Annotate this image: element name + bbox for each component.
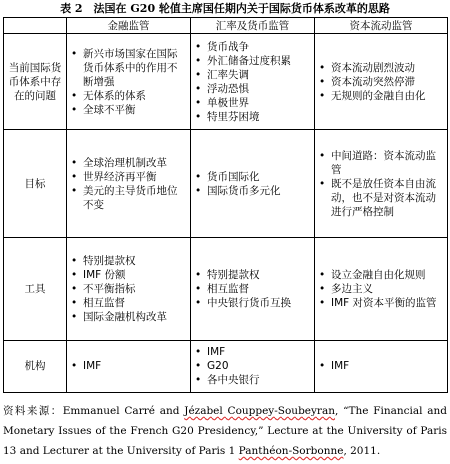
list-item-text: 相互监督 <box>83 296 125 309</box>
cell-capital-flow <box>315 238 448 341</box>
list-item-text: 外汇储备过度积累 <box>207 54 291 67</box>
bullet-icon: • <box>195 54 202 67</box>
row-label: 工具 <box>4 238 67 341</box>
cell-financial <box>67 238 191 341</box>
bullet-icon: • <box>71 296 78 309</box>
bullet-icon: • <box>195 374 202 387</box>
list-item-text: 特别提款权 <box>83 254 136 267</box>
cell-capital-flow <box>315 340 448 392</box>
row-label: 机构 <box>4 340 67 392</box>
list-item <box>318 268 444 282</box>
bullet-icon: • <box>71 47 78 60</box>
bullet-list <box>318 61 444 103</box>
bullet-icon: • <box>71 254 78 267</box>
list-item <box>318 61 444 75</box>
list-item <box>194 296 311 310</box>
list-item-text: 设立金融自由化规则 <box>331 268 426 281</box>
list-item <box>70 268 187 282</box>
bullet-icon: • <box>319 296 326 309</box>
list-item-text: 既不是放任资本自由流动，也不是对资本流动进行严格控制 <box>331 177 436 218</box>
list-item <box>318 75 444 89</box>
list-item-text: 多边主义 <box>331 282 373 295</box>
bullet-list <box>194 40 311 124</box>
list-item <box>70 47 187 89</box>
source-prefix: 资料来源： <box>3 405 63 417</box>
bullet-icon: • <box>71 156 78 169</box>
list-item-text: 中间道路：资本流动监管 <box>331 149 436 176</box>
list-item-text: 无体系的体系 <box>83 89 146 102</box>
list-item <box>194 345 311 359</box>
list-item-text: 浮动恐惧 <box>207 82 249 95</box>
list-item <box>318 359 444 373</box>
list-item <box>194 282 311 296</box>
bullet-icon: • <box>319 75 326 88</box>
list-item <box>318 149 444 177</box>
list-item-text: 资本流动突然停滞 <box>331 75 415 88</box>
list-item <box>194 373 311 387</box>
table-title: 表 2 法国在 G20 轮值主席国任期内关于国际货币体系改革的思路 <box>60 2 390 15</box>
bullet-icon: • <box>71 310 78 323</box>
list-item <box>194 359 311 373</box>
bullet-icon: • <box>71 360 78 373</box>
list-item-text: 货币国际化 <box>207 170 260 183</box>
list-item <box>70 282 187 296</box>
bullet-icon: • <box>195 170 202 183</box>
list-item <box>70 184 187 212</box>
bullet-icon: • <box>195 68 202 81</box>
table-header-row <box>4 18 448 34</box>
list-item <box>194 268 311 282</box>
list-item-text: IMF 份额 <box>83 268 126 281</box>
source-author-1: Emmanuel Carré and <box>62 405 180 417</box>
list-item <box>194 184 311 198</box>
bullet-icon: • <box>195 346 202 359</box>
list-item-text: 国际金融机构改革 <box>83 310 167 323</box>
header-financial-regulation: 金融监管 <box>67 18 191 34</box>
list-item-text: 全球不平衡 <box>83 103 136 116</box>
bullet-icon: • <box>319 177 326 190</box>
source-title: , “The Financial and Monetary Issues of the French G20 Presidency,” Lecture at the University of Paris 13 and Lecturer at the University of Paris 1 <box>3 405 448 457</box>
cell-capital-flow <box>315 34 448 130</box>
source-note <box>3 401 447 461</box>
list-item-text: 世界经济再平衡 <box>83 170 157 183</box>
list-item-text: 各中央银行 <box>207 374 260 387</box>
cell-exchange-rate <box>191 130 315 238</box>
bullet-icon: • <box>319 360 326 373</box>
list-item-text: 美元的主导货币地位不变 <box>83 184 178 211</box>
list-item <box>70 103 187 117</box>
bullet-list <box>70 359 187 373</box>
header-capital-flow-regulation: 资本流动监管 <box>315 18 448 34</box>
list-item <box>318 89 444 103</box>
bullet-icon: • <box>71 268 78 281</box>
cell-exchange-rate <box>191 340 315 392</box>
bullet-list <box>70 47 187 117</box>
list-item-text: 相互监督 <box>207 282 249 295</box>
bullet-icon: • <box>195 184 202 197</box>
list-item <box>194 170 311 184</box>
bullet-icon: • <box>195 282 202 295</box>
list-item <box>194 68 311 82</box>
bullet-icon: • <box>71 170 78 183</box>
bullet-icon: • <box>195 360 202 373</box>
list-item <box>194 82 311 96</box>
list-item <box>70 310 187 324</box>
table-row <box>4 340 448 392</box>
list-item-text: 资本流动剧烈波动 <box>331 61 415 74</box>
bullet-list <box>194 345 311 387</box>
table-row <box>4 238 448 341</box>
list-item-text: 特里芬困境 <box>207 110 260 123</box>
list-item-text: 中央银行货币互换 <box>207 296 291 309</box>
bullet-icon: • <box>195 40 202 53</box>
list-item <box>70 170 187 184</box>
list-item <box>194 40 311 54</box>
source-year: , 2011. <box>343 445 381 457</box>
table-row <box>4 130 448 238</box>
cell-exchange-rate <box>191 238 315 341</box>
list-item-text: G20 <box>207 360 229 373</box>
list-item <box>318 296 444 310</box>
list-item <box>318 177 444 219</box>
list-item-text: IMF <box>207 346 226 359</box>
header-exchange-rate-regulation: 汇率及货币监管 <box>191 18 315 34</box>
cell-financial <box>67 130 191 238</box>
list-item <box>70 89 187 103</box>
bullet-list <box>318 268 444 310</box>
cell-exchange-rate <box>191 34 315 130</box>
source-place: Panthéon-Sorbonne <box>238 445 344 457</box>
list-item-text: 不平衡指标 <box>83 282 136 295</box>
table-row <box>4 34 448 130</box>
bullet-list <box>194 170 311 198</box>
cell-capital-flow <box>315 130 448 238</box>
cell-financial <box>67 340 191 392</box>
row-label: 当前国际货币体系中存在的问题 <box>4 34 67 130</box>
bullet-icon: • <box>71 184 78 197</box>
list-item-text: 货币战争 <box>207 40 249 53</box>
bullet-list <box>194 268 311 310</box>
list-item <box>70 254 187 268</box>
bullet-icon: • <box>195 296 202 309</box>
bullet-icon: • <box>195 96 202 109</box>
list-item <box>194 110 311 124</box>
list-item-text: 新兴市场国家在国际货币体系中的作用不断增强 <box>83 47 178 88</box>
list-item <box>194 54 311 68</box>
bullet-icon: • <box>319 282 326 295</box>
list-item <box>70 296 187 310</box>
bullet-icon: • <box>195 268 202 281</box>
bullet-list <box>318 149 444 219</box>
list-item-text: 单极世界 <box>207 96 249 109</box>
list-item-text: 特别提款权 <box>207 268 260 281</box>
list-item <box>318 282 444 296</box>
bullet-icon: • <box>195 110 202 123</box>
row-label: 目标 <box>4 130 67 238</box>
bullet-list <box>70 156 187 212</box>
list-item <box>70 156 187 170</box>
bullet-icon: • <box>71 103 78 116</box>
list-item-text: 国际货币多元化 <box>207 184 281 197</box>
bullet-icon: • <box>319 89 326 102</box>
cell-financial <box>67 34 191 130</box>
bullet-icon: • <box>71 282 78 295</box>
list-item-text: 无规则的金融自由化 <box>331 89 426 102</box>
list-item-text: IMF 对资本平衡的监管 <box>331 296 437 309</box>
source-author-2: Jézabel Couppey-Soubeyran <box>184 405 335 417</box>
header-corner <box>4 18 67 34</box>
bullet-list <box>318 359 444 373</box>
list-item <box>194 96 311 110</box>
bullet-icon: • <box>319 61 326 74</box>
list-item <box>70 359 187 373</box>
list-item-text: IMF <box>83 360 102 373</box>
bullet-icon: • <box>195 82 202 95</box>
bullet-icon: • <box>319 268 326 281</box>
list-item-text: 全球治理机制改革 <box>83 156 167 169</box>
policy-table <box>3 17 448 393</box>
bullet-list <box>70 254 187 324</box>
list-item-text: 汇率失调 <box>207 68 249 81</box>
bullet-icon: • <box>71 89 78 102</box>
bullet-icon: • <box>319 149 326 162</box>
list-item-text: IMF <box>331 360 350 373</box>
